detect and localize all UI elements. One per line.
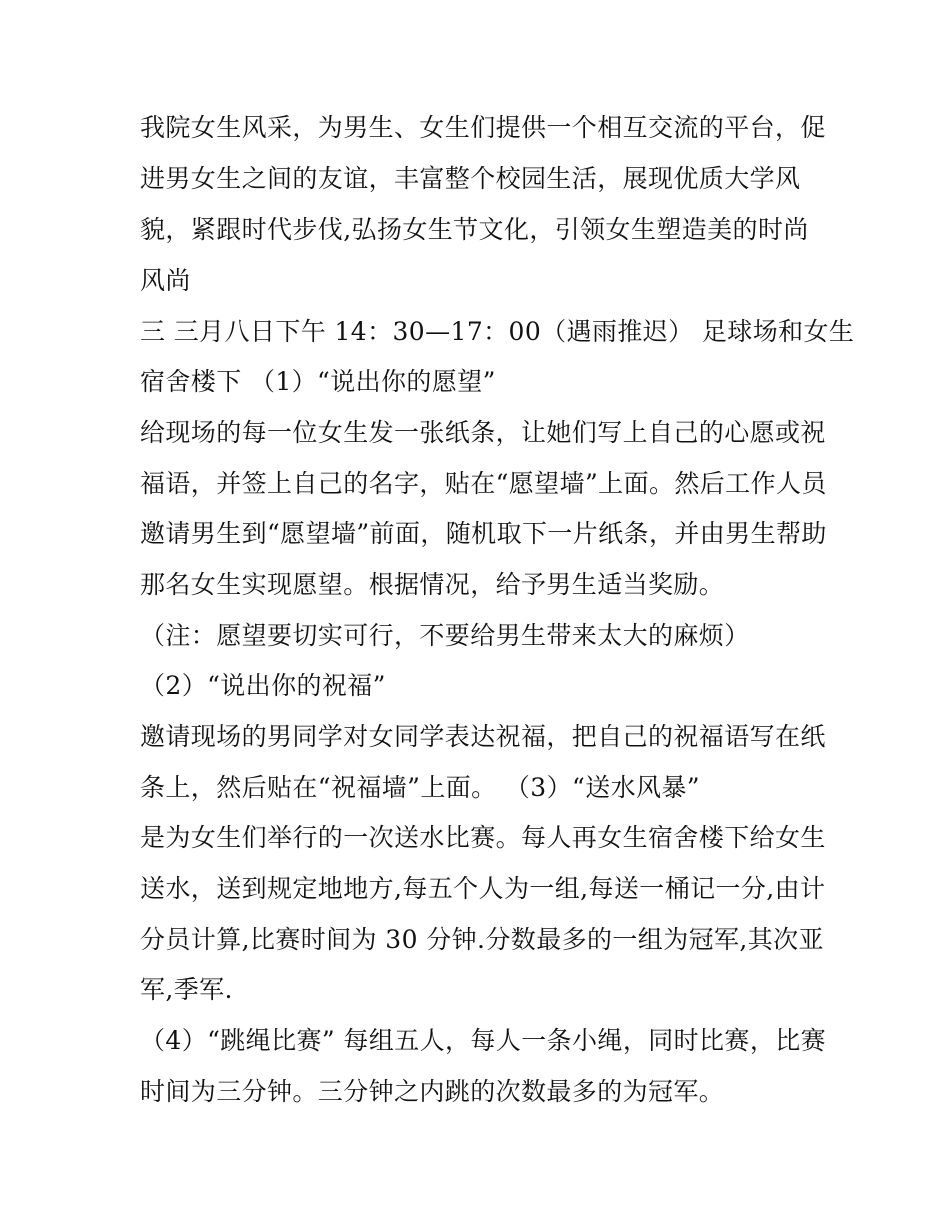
text-line: （注：愿望要切实可行，不要给男生带来太大的麻烦） <box>140 621 750 650</box>
text-line: 福语，并签上自己的名字，贴在“愿望墙”上面。然后工作人员 <box>140 469 827 498</box>
text-line: 邀请现场的男同学对女同学表达祝福，把自己的祝福语写在纸 <box>140 722 826 751</box>
text-line: 条上，然后贴在“祝福墙”上面。 （3）“送水风暴” <box>140 773 700 802</box>
text-line: 时间为三分钟。三分钟之内跳的次数最多的为冠军。 <box>140 1077 725 1106</box>
text-line: 进男女生之间的友谊，丰富整个校园生活，展现优质大学风 <box>140 164 801 193</box>
text-line: 军,季军. <box>140 975 233 1004</box>
text-line: 给现场的每一位女生发一张纸条，让她们写上自己的心愿或祝 <box>140 418 826 447</box>
text-line: 那名女生实现愿望。根据情况，给予男生适当奖励。 <box>140 570 725 599</box>
text-line: （4）“跳绳比赛” 每组五人，每人一条小绳，同时比赛，比赛 <box>140 1026 827 1055</box>
text-line: 分员计算,比赛时间为 30 分钟.分数最多的一组为冠军,其次亚 <box>140 925 824 954</box>
text-line: 是为女生们举行的一次送水比赛。每人再女生宿舍楼下给女生 <box>140 823 826 852</box>
text-line: 貌，紧跟时代步伐,弘扬女生节文化，引领女生塑造美的时尚 <box>140 215 809 244</box>
text-line: 风尚 <box>140 266 191 295</box>
text-line: （2）“说出你的祝福” <box>140 671 386 700</box>
text-line: 宿舍楼下 （1）“说出你的愿望” <box>140 367 496 396</box>
text-line: 邀请男生到“愿望墙”前面，随机取下一片纸条，并由男生帮助 <box>140 519 827 548</box>
text-line: 三 三月八日下午 14：30—17：00（遇雨推迟） 足球场和女生 <box>140 317 855 346</box>
text-line: 送水，送到规定地地方,每五个人为一组,每送一桶记一分,由计 <box>140 874 826 903</box>
text-line: 我院女生风采，为男生、女生们提供一个相互交流的平台，促 <box>140 113 826 142</box>
